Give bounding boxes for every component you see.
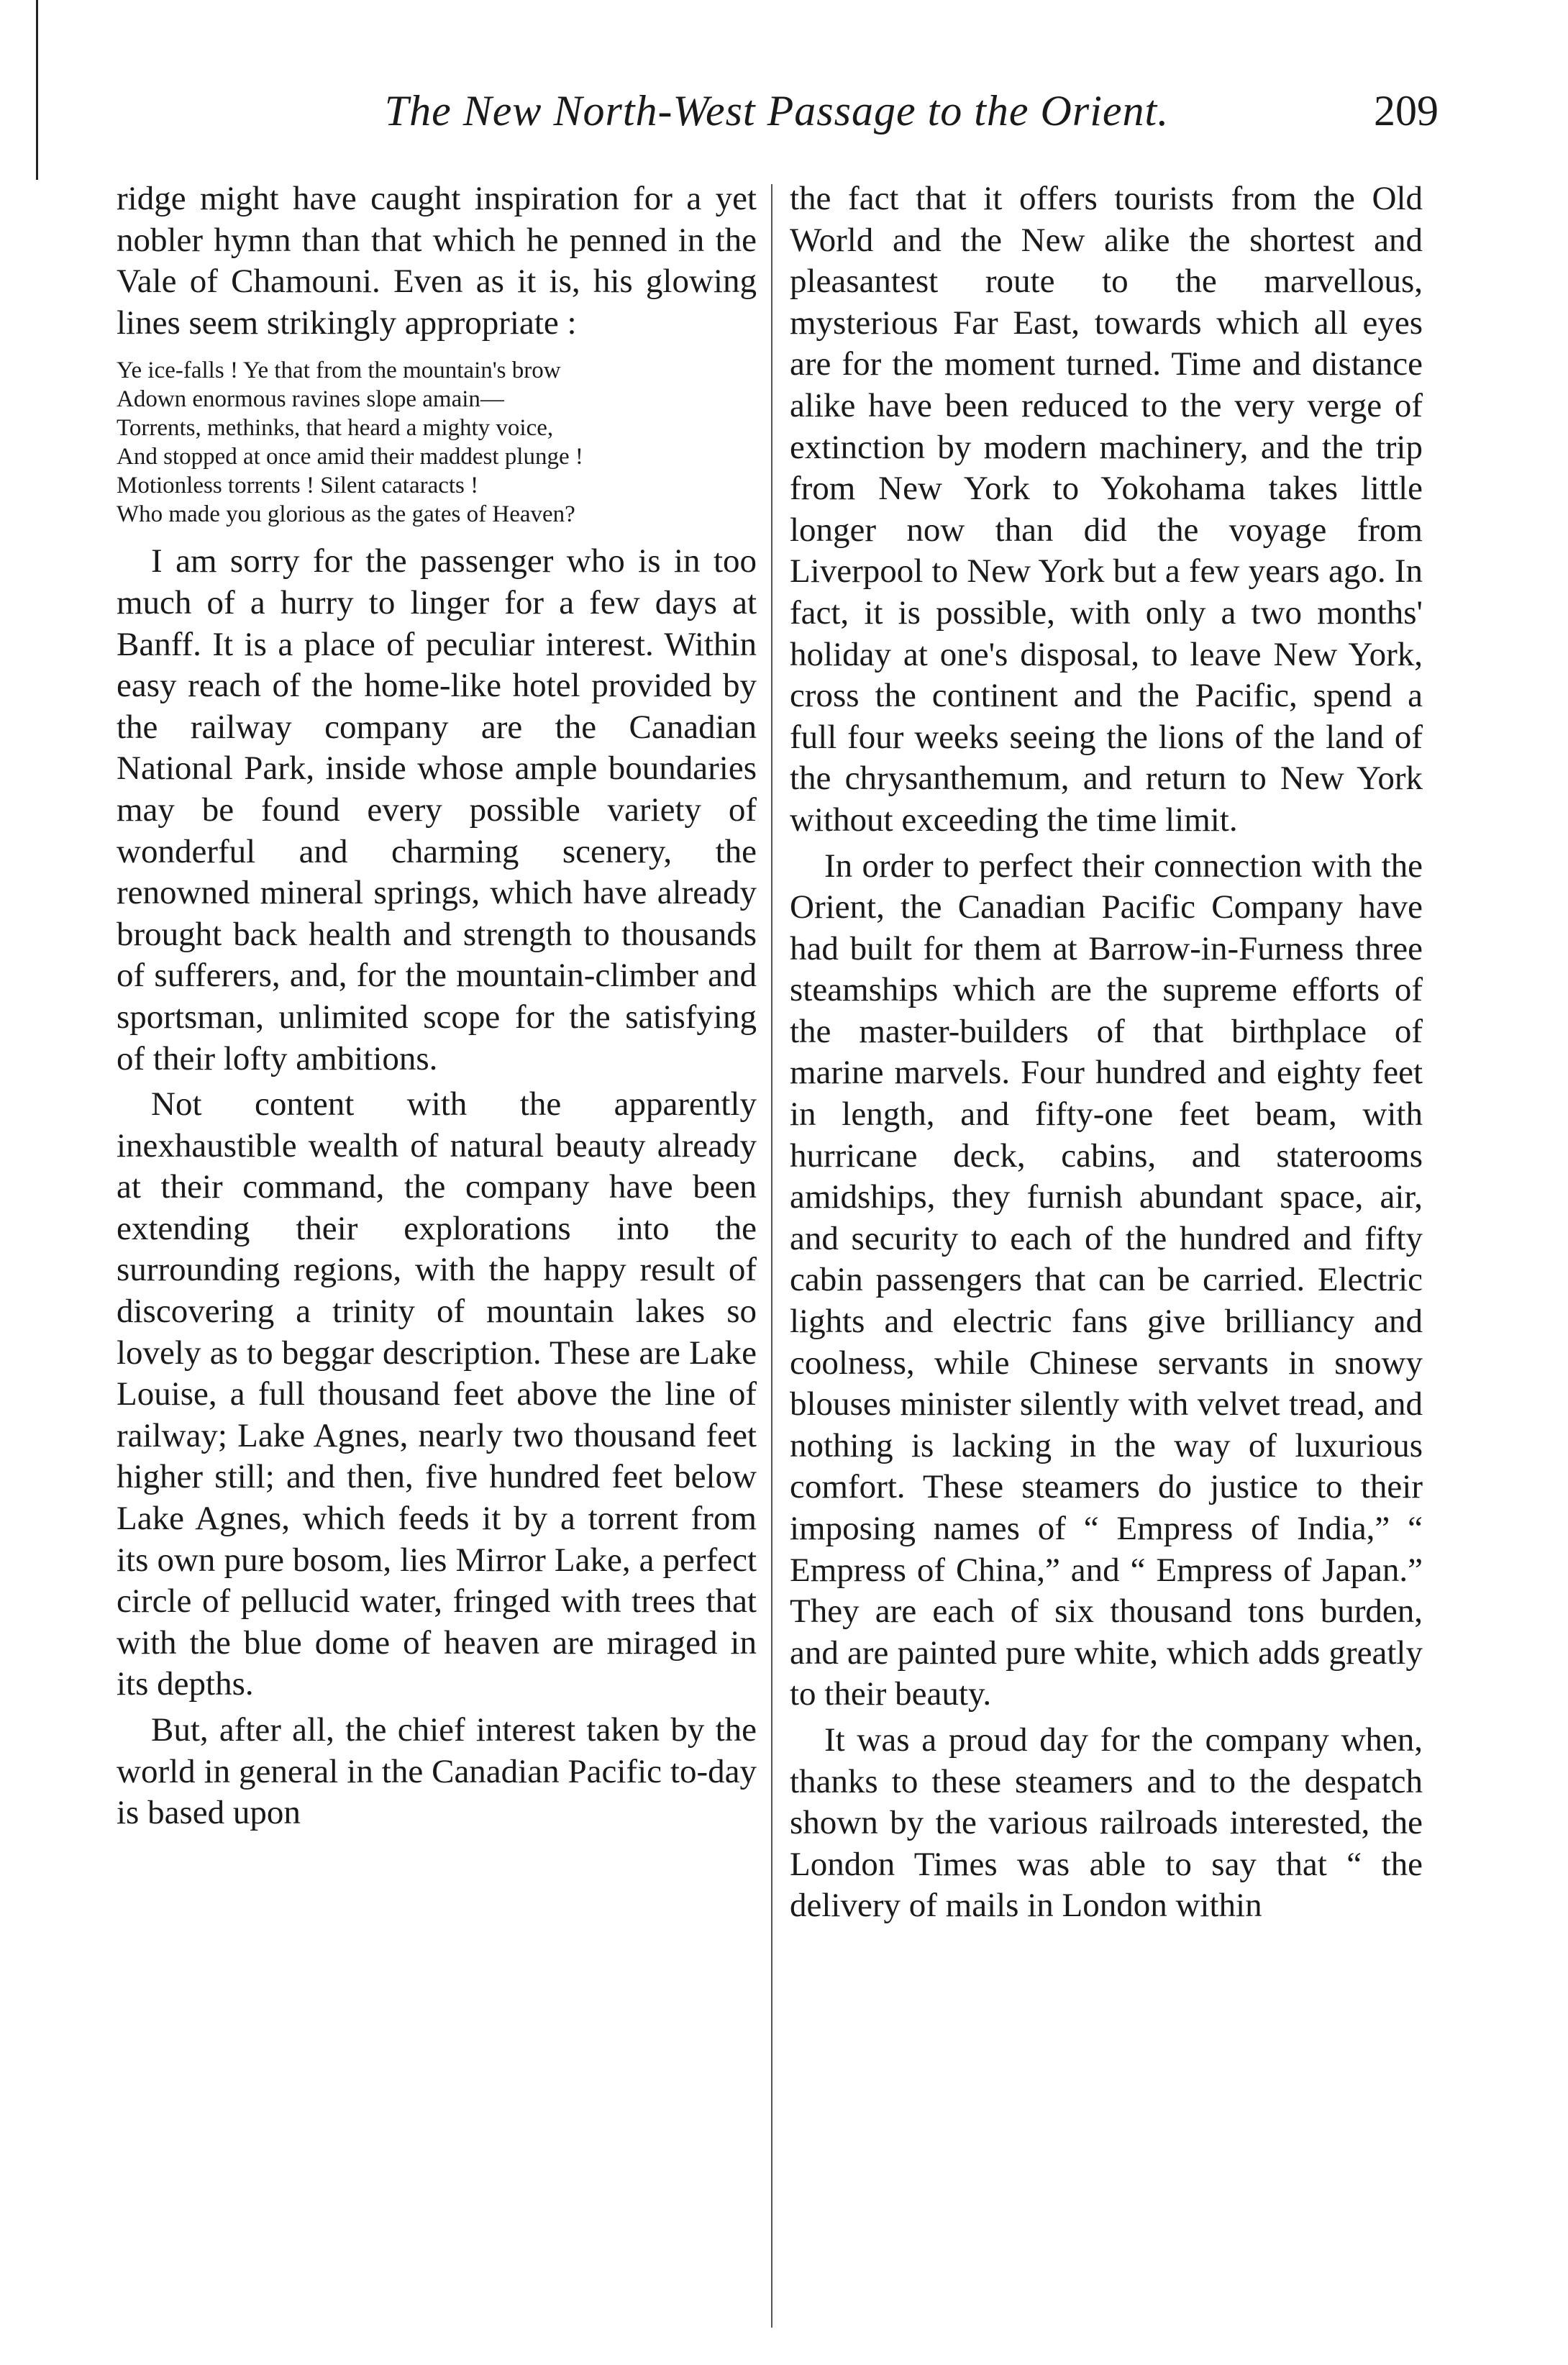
column-divider [771, 184, 772, 2328]
verse-line-6: Who made you glorious as the gates of Heaven? [117, 501, 575, 528]
right-paragraph-2: In order to perfect their connection with the Orient, the Canadian Pacific Company have had built for them at Barrow-in-Furness three steamships which are the supreme efforts of the master-builders of that birthplace of marine marvels. Four hundred and eighty feet in length, and fifty-one feet beam, with hurricane deck, cabins, and staterooms amidships, they furnish abundant space, air, and security to each of the hundred and fifty cabin passengers that can be carried. Electric lights and electric fans give brilliancy and coolness, while Chinese servants in snowy blouses minister silently with velvet tread, and nothing is lacking in the way of luxurious comfort. These steamers do justice to their imposing names of “ Empress of India,” “ Empress of China,” and “ Empress of Japan.” They are each of six thousand tons burden, and are painted pure white, which adds greatly to their beauty. [790, 847, 1423, 1713]
left-paragraph-2: I am sorry for the passenger who is in too much of a hurry to linger for a few days at Banff. It is a place of peculiar interest. Within easy reach of the home-like hotel provided by the railway company are the Canadian National Park, inside whose ample boundaries may be found every possible variety of wonderful and charming scenery, the renowned mineral springs, which have already brought back health and strength to thousands of sufferers, and, for the mountain-climber and sportsman, unlimited scope for the satisfying of their lofty ambitions. [117, 542, 757, 1077]
verse-quote [117, 357, 757, 528]
running-head [115, 86, 1439, 151]
running-title: The New North-West Passage to the Orient. [384, 87, 1170, 135]
verse-line-2: Adown enormous ravines slope amain— [117, 386, 504, 413]
page-number: 209 [1374, 87, 1439, 135]
verse-line-1: Ye ice-falls ! Ye that from the mountain's brow [117, 357, 561, 384]
verse-line-4: And stopped at once amid their maddest plunge ! [117, 444, 583, 470]
left-paragraph-3: Not content with the apparently inexhaustible wealth of natural beauty already at their command, the company have been extending their explorations into the surrounding regions, with the happy result of discovering a trinity of mountain lakes so lovely as to beggar description. These are Lake Louise, a full thousand feet above the line of railway; Lake Agnes, nearly two thousand feet higher still; and then, five hundred feet below Lake Agnes, which feeds it by a torrent from its own pure bosom, lies Mirror Lake, a perfect circle of pellucid water, fringed with trees that with the blue dome of heaven are miraged in its depths. [117, 1085, 757, 1703]
left-paragraph-4: But, after all, the chief interest taken by the world in general in the Canadian Pacific to-day is based upon [117, 1711, 757, 1832]
right-column [790, 178, 1423, 1927]
verse-line-5: Motionless torrents ! Silent cataracts ! [117, 473, 479, 499]
right-paragraph-1: the fact that it offers tourists from the Old World and the New alike the shortest and pleasantest route to the marvellous, mysterious Far East, towards which all eyes are for the moment turned. Time and distance alike have been reduced to the very verge of extinction by modern machinery, and the trip from New York to Yokohama takes little longer now than did the voyage from Liverpool to New York but a few years ago. In fact, it is possible, with only a two months' holiday at one's disposal, to leave New York, cross the continent and the Pacific, spend a full four weeks seeing the lions of the land of the chrysanthemum, and return to New York without exceeding the time limit. [790, 180, 1423, 839]
verse-line-3: Torrents, methinks, that heard a mighty voice, [117, 415, 554, 442]
right-paragraph-3: It was a proud day for the company when, thanks to these steamers and to the despatch shown by the various railroads interested, the London Times was able to say that “ the delivery of mails in London within [790, 1721, 1423, 1925]
left-paragraph-1: ridge might have caught inspiration for a yet nobler hymn than that which he penned in the Vale of Chamouni. Even as it is, his glowing lines seem strikingly appropriate : [117, 180, 757, 342]
left-column [117, 178, 757, 1834]
margin-rule [36, 0, 38, 180]
